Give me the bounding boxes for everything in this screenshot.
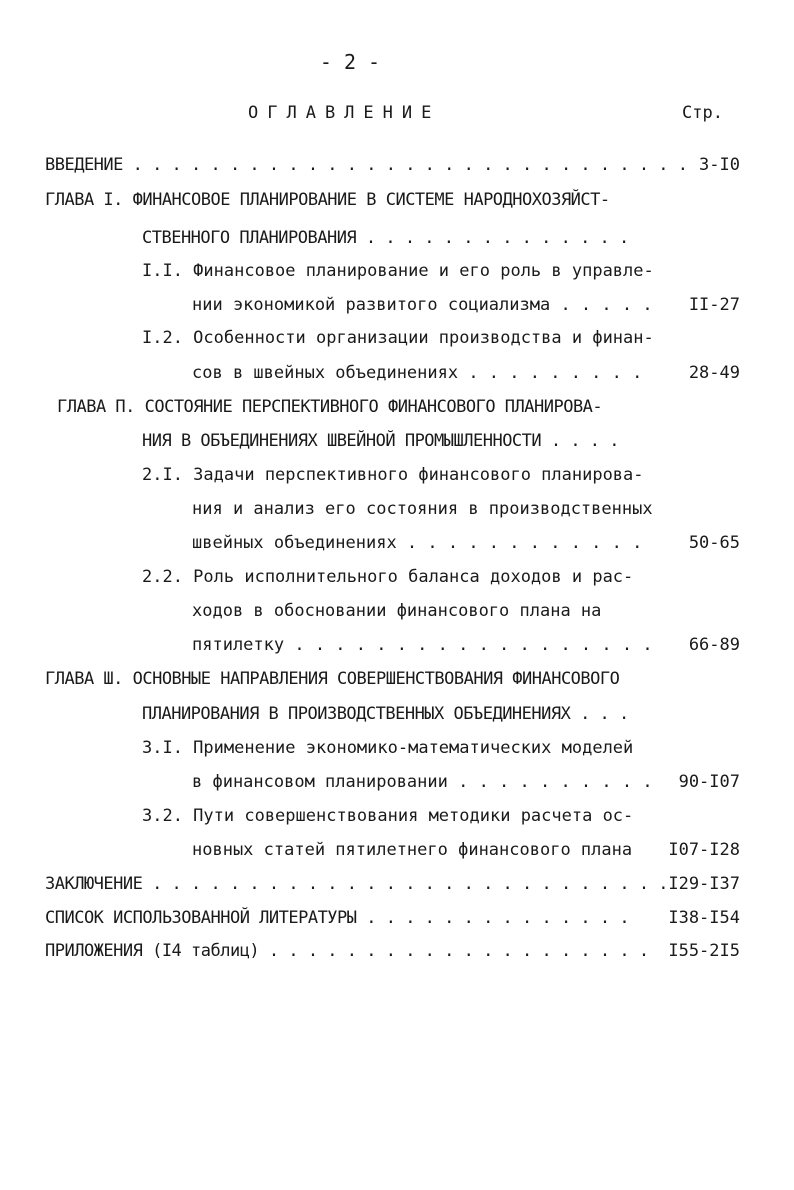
toc-entry-section-2-2-cont2: пятилетку . . . . . . . . . . . . . . . . . . [192,635,653,655]
toc-entry-section-3-2: 3.2. Пути совершенствования методики расчета ос- [142,806,634,826]
toc-entry-section-2-1-pages: 50-65 [688,533,740,553]
toc-entry-section-1-1: I.I. Финансовое планирование и его роль в управле- [142,261,654,281]
toc-entry-appendices: ПРИЛОЖЕНИЯ (I4 таблиц) . . . . . . . . . . . . . . . . . . . . [45,941,649,961]
toc-entry-appendices-pages: I55-2I5 [668,941,740,961]
toc-entry-chapter-1: ГЛАВА I. ФИНАНСОВОЕ ПЛАНИРОВАНИЕ В СИСТЕМЕ НАРОДНОХОЗЯЙСТ- [45,190,610,210]
toc-entry-conclusion-pages: I29-I37 [668,874,740,894]
toc-entry-section-2-2-cont: ходов в обосновании финансового плана на [192,601,602,621]
toc-entry-section-2-1-cont: ния и анализ его состояния в производственных [192,499,653,519]
page-column-header: Стр. [682,103,723,123]
toc-entry-references: СПИСОК ИСПОЛЬЗОВАННОЙ ЛИТЕРАТУРЫ . . . . . . . . . . . . . . [45,908,630,928]
toc-entry-section-3-2-cont: новных статей пятилетнего финансового плана [192,840,633,860]
toc-entry-conclusion: ЗАКЛЮЧЕНИЕ . . . . . . . . . . . . . . . . . . . . . . . . . . . [45,874,669,894]
page-number: - 2 - [319,50,381,74]
toc-entry-references-pages: I38-I54 [668,908,740,928]
toc-entry-chapter-2-cont: НИЯ В ОБЪЕДИНЕНИЯХ ШВЕЙНОЙ ПРОМЫШЛЕННОСТИ . . . . [142,431,620,451]
toc-entry-section-1-1-cont: нии экономикой развитого социализма . . . . . [192,295,653,315]
toc-entry-section-2-1-cont2: швейных объединениях . . . . . . . . . . . . [192,533,643,553]
toc-entry-section-2-1: 2.I. Задачи перспективного финансового планирова- [142,465,644,485]
toc-entry-chapter-3: ГЛАВА Ш. ОСНОВНЫЕ НАПРАВЛЕНИЯ СОВЕРШЕНСТВОВАНИЯ ФИНАНСОВОГО [45,669,620,689]
toc-entry-section-1-2-pages: 28-49 [688,363,740,383]
toc-entry-chapter-3-cont: ПЛАНИРОВАНИЯ В ПРОИЗВОДСТВЕННЫХ ОБЪЕДИНЕНИЯХ . . . [142,704,629,724]
toc-title: ОГЛАВЛЕНИЕ [248,103,441,123]
toc-entry-section-3-1-pages: 90-I07 [678,772,740,792]
toc-entry-section-2-2: 2.2. Роль исполнительного баланса доходов и рас- [142,567,634,587]
toc-entry-section-3-1-cont: в финансовом планировании . . . . . . . . . . [192,772,653,792]
toc-entry-section-3-2-pages: I07-I28 [668,840,740,860]
toc-entry-section-1-2: I.2. Особенности организации производства и финан- [142,328,654,348]
toc-entry-section-2-2-pages: 66-89 [688,635,740,655]
toc-entry-introduction: ВВЕДЕНИЕ . . . . . . . . . . . . . . . . . . . . . . . . . . . . . [45,155,688,175]
toc-entry-section-1-1-pages: II-27 [688,295,740,315]
toc-entry-chapter-2: ГЛАВА П. СОСТОЯНИЕ ПЕРСПЕКТИВНОГО ФИНАНСОВОГО ПЛАНИРОВА- [57,397,603,417]
toc-entry-section-3-1: 3.I. Применение экономико-математических моделей [142,738,634,758]
toc-entry-introduction-pages: 3-I0 [699,155,740,175]
toc-entry-section-1-2-cont: сов в швейных объединениях . . . . . . . . . [192,363,643,383]
toc-entry-chapter-1-cont: СТВЕННОГО ПЛАНИРОВАНИЯ . . . . . . . . . . . . . . [142,228,629,248]
